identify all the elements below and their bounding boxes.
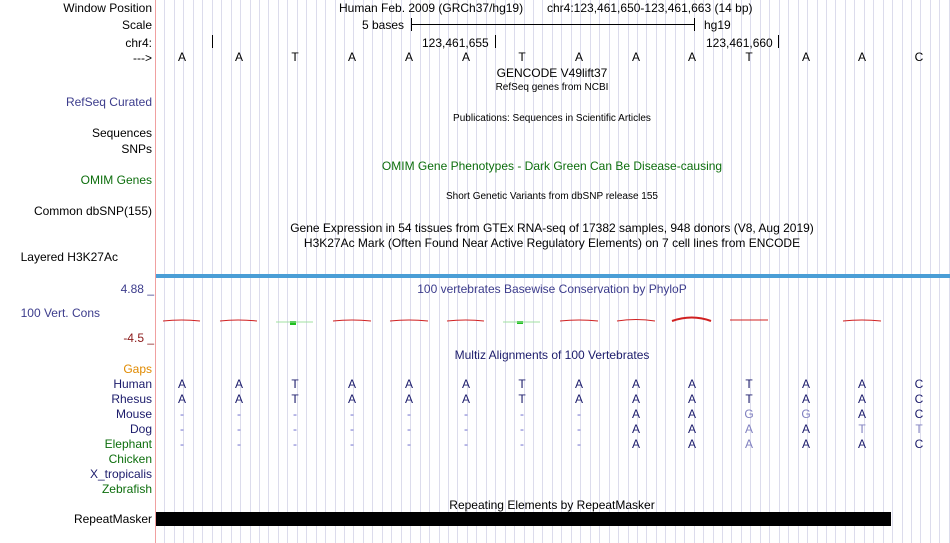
reference-base: T [745, 50, 753, 64]
grid-line [353, 0, 354, 543]
phylop-arc-8 [560, 320, 598, 321]
grid-line [476, 0, 477, 543]
species-label-dog[interactable]: Dog [129, 422, 152, 436]
track-label-vert-cons[interactable]: 100 Vert. Cons [20, 306, 100, 320]
alignment-base: A [687, 377, 696, 391]
grid-line [883, 0, 884, 543]
alignment-base: A [687, 437, 696, 451]
alignment-base: T [745, 392, 753, 406]
scale-bar-right-tick [694, 18, 695, 31]
alignment-base: A [744, 437, 753, 451]
phylop-conservation-plot [155, 310, 950, 330]
grid-line [835, 0, 836, 543]
alignment-base: T [518, 377, 526, 391]
grid-line [344, 0, 345, 543]
grid-line [391, 0, 392, 543]
alignment-base: - [237, 407, 241, 421]
alignment-base: A [177, 392, 186, 406]
alignment-base: - [464, 407, 468, 421]
ruler-tick-0 [212, 35, 213, 48]
grid-line [760, 0, 761, 543]
grid-line [259, 0, 260, 543]
grid-line [854, 0, 855, 543]
grid-line [722, 0, 723, 543]
gencode-track-title[interactable]: GENCODE V49lift37 [496, 66, 608, 80]
grid-line [372, 0, 373, 543]
grid-line [212, 0, 213, 543]
grid-line [902, 0, 903, 543]
position-text: chr4:123,461,650-123,461,663 (14 bp) [547, 1, 753, 15]
alignment-base: - [407, 422, 411, 436]
grid-line [939, 0, 940, 543]
grid-line [665, 0, 666, 543]
alignment-base: A [857, 377, 866, 391]
grid-line [911, 0, 912, 543]
alignment-base: - [293, 422, 297, 436]
ruler-tick-2 [778, 35, 779, 48]
alignment-base: A [234, 377, 243, 391]
h3k27ac-track-title[interactable]: H3K27Ac Mark (Often Found Near Active Regulatory Elements) on 7 cell lines from ENCODE [303, 236, 801, 250]
track-separator [156, 274, 950, 278]
alignment-base: - [577, 437, 581, 451]
species-label-chicken[interactable]: Chicken [108, 452, 152, 466]
alignment-base: T [291, 392, 299, 406]
alignment-base: A [574, 377, 583, 391]
alignment-base: C [914, 377, 924, 391]
alignment-base: A [857, 407, 866, 421]
grid-line [306, 0, 307, 543]
grid-line [486, 0, 487, 543]
conservation-min-label: -4.5 _ [123, 331, 154, 345]
grid-line [193, 0, 194, 543]
gtex-track-title[interactable]: Gene Expression in 54 tissues from GTEx RNA-seq of 17382 samples, 948 donors (V8, Aug 2019) [290, 221, 814, 235]
alignment-base: A [801, 437, 810, 451]
alignment-base: A [857, 437, 866, 451]
alignment-base: A [687, 422, 696, 436]
track-label-repeatmasker[interactable]: RepeatMasker [73, 512, 152, 526]
repeatmasker-track-title[interactable]: Repeating Elements by RepeatMasker [449, 498, 655, 512]
alignment-base: - [577, 422, 581, 436]
grid-line [240, 0, 241, 543]
grid-line [864, 0, 865, 543]
alignment-base: - [464, 437, 468, 451]
alignment-base: A [631, 407, 640, 421]
grid-line [316, 0, 317, 543]
dbsnp-track-title[interactable]: Short Genetic Variants from dbSNP release 155 [446, 191, 658, 202]
grid-line [769, 0, 770, 543]
grid-line [457, 0, 458, 543]
alignment-base: T [291, 377, 299, 391]
grid-line [439, 0, 440, 543]
reference-base: A [461, 50, 470, 64]
reference-base: T [291, 50, 299, 64]
grid-line [703, 0, 704, 543]
grid-line [278, 0, 279, 543]
ruler-tick-label-2: 123,461,660 [706, 36, 773, 50]
phylop-arc-9 [617, 320, 655, 322]
window-position-label: Window Position [63, 1, 152, 15]
alignment-base: A [347, 392, 356, 406]
alignment-base: C [914, 392, 924, 406]
grid-line [779, 0, 780, 543]
scale-bar-left-tick [411, 18, 412, 31]
grid-line [731, 0, 732, 543]
grid-line [628, 0, 629, 543]
alignment-base: A [631, 377, 640, 391]
grid-line [675, 0, 676, 543]
alignment-base: A [687, 392, 696, 406]
phylop-arc-1 [163, 320, 200, 321]
phylop-arc-13 [843, 320, 881, 321]
species-label-rhesus[interactable]: Rhesus [111, 392, 152, 406]
reference-base: A [801, 50, 810, 64]
reference-base: A [234, 50, 243, 64]
track-label-dbsnp[interactable]: Common dbSNP(155) [33, 204, 152, 218]
grid-line [873, 0, 874, 543]
alignment-base: A [687, 407, 696, 421]
grid-line [448, 0, 449, 543]
alignment-base: T [745, 377, 753, 391]
grid-line [826, 0, 827, 543]
alignment-base: A [461, 392, 470, 406]
grid-line [287, 0, 288, 543]
alignment-base: A [461, 377, 470, 391]
reference-base: A [631, 50, 640, 64]
grid-line [713, 0, 714, 543]
conservation-max-label: 4.88 _ [120, 282, 154, 296]
scale-db-text: hg19 [704, 18, 731, 32]
grid-line [684, 0, 685, 543]
alignment-base: - [180, 407, 184, 421]
reference-base: C [914, 50, 924, 64]
grid-line [231, 0, 232, 543]
species-label-elephant[interactable]: Elephant [104, 437, 152, 451]
grid-line [363, 0, 364, 543]
alignment-base: - [407, 437, 411, 451]
alignment-base: A [404, 377, 413, 391]
alignment-base: - [520, 437, 524, 451]
alignment-base: - [237, 437, 241, 451]
grid-line [618, 0, 619, 543]
grid-line [817, 0, 818, 543]
alignment-base: - [293, 407, 297, 421]
grid-line [401, 0, 402, 543]
publications-track-title[interactable]: Publications: Sequences in Scientific Articles [453, 113, 651, 124]
grid-line [467, 0, 468, 543]
grid-line [646, 0, 647, 543]
alignment-base: - [520, 407, 524, 421]
reference-base: A [177, 50, 186, 64]
alignment-base: G [744, 407, 754, 421]
grid-line [694, 0, 695, 543]
phylop-arc-4 [333, 320, 371, 321]
reference-base: A [687, 50, 696, 64]
scale-bar [411, 24, 695, 25]
grid-line [325, 0, 326, 543]
reference-base: A [347, 50, 356, 64]
alignment-base: A [744, 422, 753, 436]
grid-line [268, 0, 269, 543]
species-label-mouse[interactable]: Mouse [115, 407, 152, 421]
alignment-base: - [180, 422, 184, 436]
image-left-border [155, 0, 156, 543]
reference-base: T [518, 50, 526, 64]
alignment-base: - [577, 407, 581, 421]
grid-line [930, 0, 931, 543]
scale-label: Scale [121, 18, 152, 32]
alignment-base: - [237, 422, 241, 436]
species-label-human[interactable]: Human [113, 377, 152, 391]
species-label-zebrafish[interactable]: Zebrafish [101, 482, 152, 496]
grid-line [183, 0, 184, 543]
grid-line [164, 0, 165, 543]
alignment-base: A [631, 437, 640, 451]
alignment-base: A [234, 392, 243, 406]
chrom-label: chr4: [125, 36, 152, 50]
alignment-base: A [404, 392, 413, 406]
strand-arrow-label: ---> [133, 51, 152, 65]
grid-line [382, 0, 383, 543]
multiz-track-title[interactable]: Multiz Alignments of 100 Vertebrates [454, 348, 650, 362]
alignment-base: C [914, 407, 924, 421]
grid-line [297, 0, 298, 543]
repeatmasker-element-bar[interactable] [156, 512, 891, 526]
phylop-arc-6 [447, 320, 484, 321]
alignment-base: A [801, 422, 810, 436]
track-label-snps[interactable]: SNPs [121, 142, 152, 156]
grid-line [202, 0, 203, 543]
ruler-tick-1 [495, 35, 496, 48]
alignment-base: A [347, 377, 356, 391]
phylop-arc-2 [220, 320, 257, 321]
track-label-sequences[interactable]: Sequences [91, 126, 152, 140]
refseq-track-title[interactable]: RefSeq genes from NCBI [495, 82, 609, 93]
reference-base: A [574, 50, 583, 64]
alignment-base: - [407, 407, 411, 421]
alignment-base: A [177, 377, 186, 391]
grid-line [609, 0, 610, 543]
grid-line [845, 0, 846, 543]
grid-line [788, 0, 789, 543]
grid-line [410, 0, 411, 543]
grid-line [920, 0, 921, 543]
alignment-base: - [180, 437, 184, 451]
track-label-gaps[interactable]: Gaps [123, 362, 152, 376]
alignment-base: A [574, 392, 583, 406]
track-label-refseq[interactable]: RefSeq Curated [65, 95, 152, 109]
track-label-omim[interactable]: OMIM Genes [80, 173, 152, 187]
grid-line [656, 0, 657, 543]
grid-line [807, 0, 808, 543]
phylop-track-title[interactable]: 100 vertebrates Basewise Conservation by PhyloP [417, 282, 687, 296]
assembly-text: Human Feb. 2009 (GRCh37/hg19) [339, 1, 524, 15]
ruler-tick-label-1: 123,461,655 [422, 36, 489, 50]
omim-track-title[interactable]: OMIM Gene Phenotypes - Dark Green Can Be Disease-causing [381, 159, 723, 173]
alignment-base: T [518, 392, 526, 406]
alignment-base: T [858, 422, 866, 436]
alignment-base: G [801, 407, 811, 421]
grid-line [221, 0, 222, 543]
alignment-base: - [464, 422, 468, 436]
alignment-base: A [631, 422, 640, 436]
scale-text: 5 bases [362, 18, 405, 32]
grid-line [335, 0, 336, 543]
alignment-base: C [914, 437, 924, 451]
grid-line [741, 0, 742, 543]
alignment-base: - [293, 437, 297, 451]
phylop-arc-5 [390, 320, 428, 321]
grid-line [637, 0, 638, 543]
grid-line [429, 0, 430, 543]
grid-line [892, 0, 893, 543]
reference-base: A [857, 50, 866, 64]
alignment-base: T [915, 422, 923, 436]
grid-line [420, 0, 421, 543]
alignment-base: - [350, 407, 354, 421]
species-label-x-tropicalis[interactable]: X_tropicalis [89, 467, 152, 481]
alignment-base: A [801, 377, 810, 391]
grid-line [174, 0, 175, 543]
alignment-base: A [801, 392, 810, 406]
alignment-base: - [520, 422, 524, 436]
track-label-h3k27ac[interactable]: Layered H3K27Ac [20, 250, 118, 264]
alignment-base: A [857, 392, 866, 406]
grid-line [250, 0, 251, 543]
alignment-base: - [350, 422, 354, 436]
phylop-arc-10 [672, 318, 711, 322]
grid-line [750, 0, 751, 543]
reference-base: A [404, 50, 413, 64]
alignment-base: A [631, 392, 640, 406]
grid-line [798, 0, 799, 543]
alignment-base: - [350, 437, 354, 451]
